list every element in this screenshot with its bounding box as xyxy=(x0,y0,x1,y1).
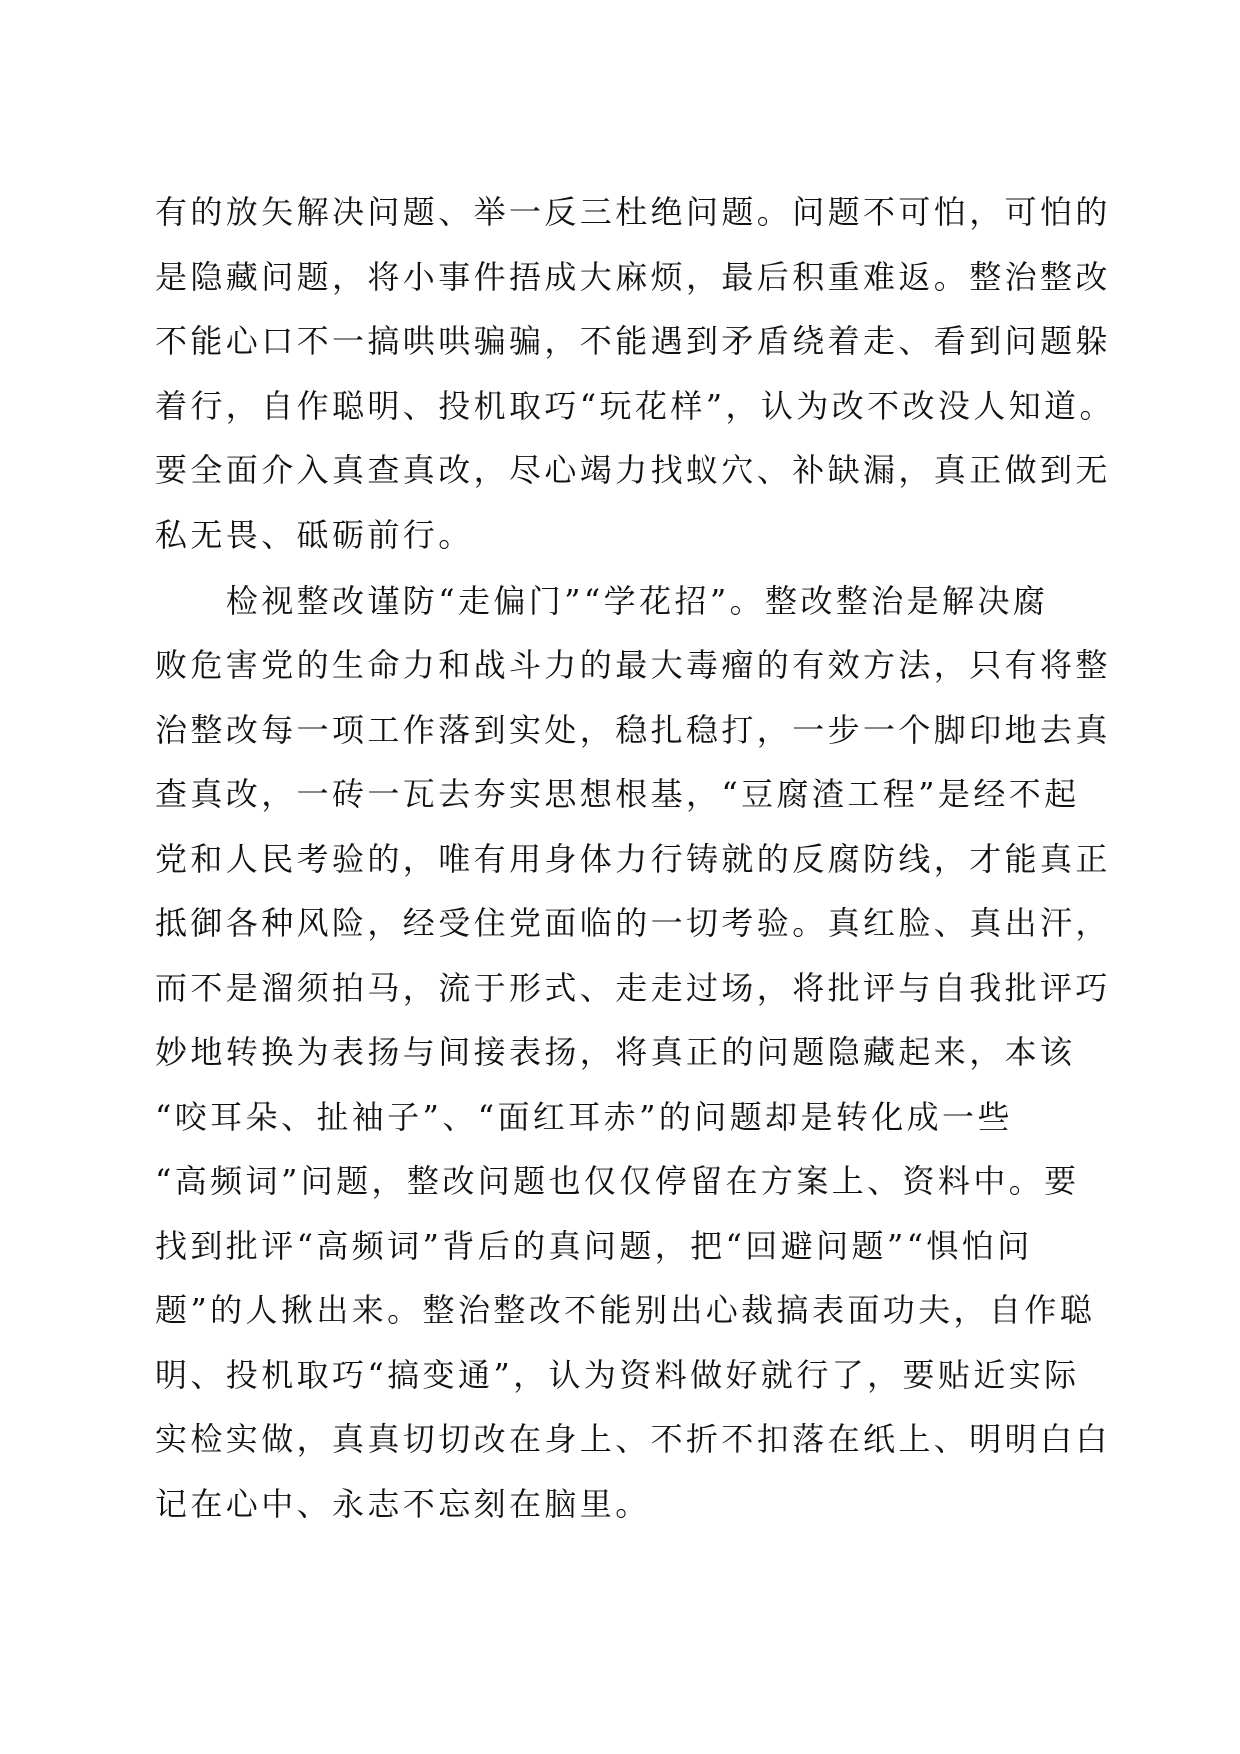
text-line: 检视整改谨防“走偏门”“学花招”。整改整治是解决腐 xyxy=(155,581,1049,620)
text-line: 题”的人揪出来。整治整改不能别出心裁搞表面功夫，自作聪 xyxy=(155,1291,1096,1329)
text-line: 而不是溜须拍马，流于形式、走走过场，将批评与自我批评巧 xyxy=(155,968,1111,1007)
text-line: 实检实做，真真切切改在身上、不折不扣落在纸上、明明白白 xyxy=(155,1420,1111,1458)
text-line: 明、投机取巧“搞变通”，认为资料做好就行了，要贴近实际 xyxy=(155,1355,1080,1394)
text-line: 抵御各种风险，经受住党面临的一切考验。真红脸、真出汗， xyxy=(155,904,1111,942)
text-line: 治整改每一项工作落到实处，稳扎稳打，一步一个脚印地去真 xyxy=(155,710,1111,749)
text-line: 找到批评“高频词”背后的真问题，把“回避问题”“惧怕问 xyxy=(155,1226,1033,1265)
text-line: 查真改，一砖一瓦去夯实思想根基，“豆腐渣工程”是经不起 xyxy=(155,775,1080,813)
text-line: 记在心中、永志不忘刻在脑里。 xyxy=(155,1484,651,1523)
text-line: 着行，自作聪明、投机取巧“玩花样”，认为改不改没人知道。 xyxy=(155,386,1115,425)
text-line: 不能心口不一搞哄哄骗骗，不能遇到矛盾绕着走、看到问题躲 xyxy=(155,322,1111,360)
text-line: 党和人民考验的，唯有用身体力行铸就的反腐防线，才能真正 xyxy=(155,839,1111,878)
text-line: 私无畏、砥砺前行。 xyxy=(155,515,474,554)
text-line: 有的放矢解决问题、举一反三杜绝问题。问题不可怕，可怕的 xyxy=(155,193,1111,231)
text-line: 要全面介入真查真改，尽心竭力找蚁穴、补缺漏，真正做到无 xyxy=(155,451,1111,489)
text-line: “高频词”问题，整改问题也仅仅停留在方案上、资料中。要 xyxy=(155,1162,1080,1200)
body-text xyxy=(155,180,1115,1536)
text-line: 是隐藏问题，将小事件捂成大麻烦，最后积重难返。整治整改 xyxy=(155,257,1111,296)
text-line: “咬耳朵、扯袖子”、“面红耳赤”的问题却是转化成一些 xyxy=(155,1097,1013,1136)
text-line: 败危害党的生命力和战斗力的最大毒瘤的有效方法，只有将整 xyxy=(155,646,1111,684)
text-line: 妙地转换为表扬与间接表扬，将真正的问题隐藏起来，本该 xyxy=(155,1033,1076,1071)
